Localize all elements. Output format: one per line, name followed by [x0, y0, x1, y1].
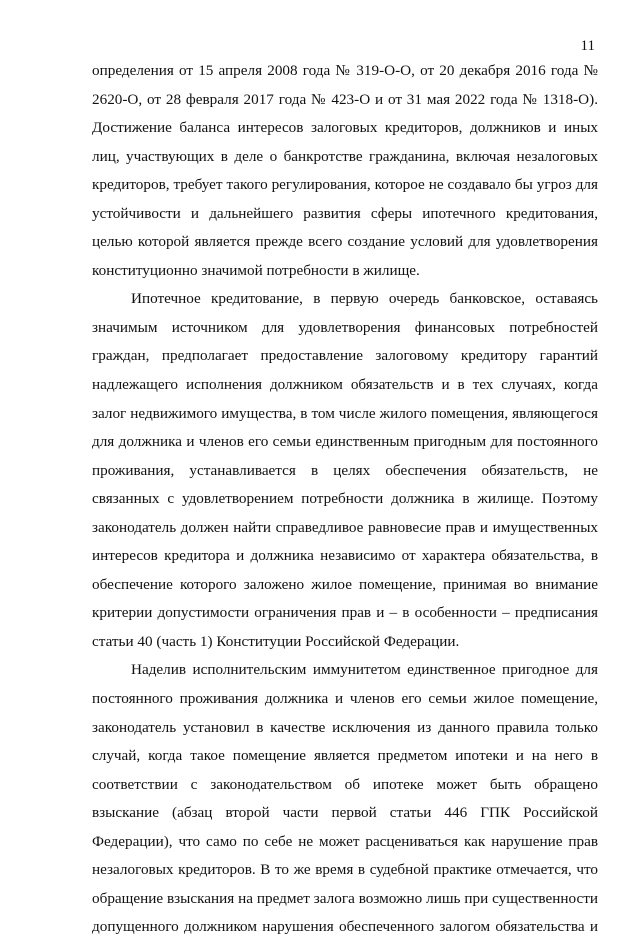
paragraph-continuation: определения от 15 апреля 2008 года № 319-О-О, от 20 декабря 2016 года № 2620-О, от 28 февраля 2017 года № 423-О и от 31 мая 2022 года № 1318-О). Достижение баланса интересов залоговых кредиторов, должников и иных лиц, участвующих в деле о банкротстве гражданина, включая незалоговых кредиторов, требует такого регулирования, которое не создавало бы угроз для устойчивости и дальнейшего развития сферы ипотечного кредитования, целью которой является прежде всего создание условий для удовлетворения конституционно значимой потребности в жилище.: [92, 62, 598, 279]
page-number: 11: [580, 38, 595, 54]
paragraph-mortgage-lending: Ипотечное кредитование, в первую очередь банковское, оставаясь значимым источником для удовлетворения финансовых потребностей граждан, предполагает предоставление залоговому кредитору гарантий надлежащего исполнения должником обязательств и в тех случаях, когда залог недвижимого имущества, в том числе жилого помещения, являющегося для должника и членов его семьи единственным пригодным для постоянного проживания, устанавливается в целях обеспечения обязательств, не связанных с удовлетворением потребности должника в жилище. Поэтому законодатель должен найти справедливое равновесие прав и имущественных интересов кредитора и должника независимо от характера обязательства, в обеспечение которого заложено жилое помещение, принимая во внимание критерии допустимости ограничения прав и – в особенности – предписания статьи 40 (часть 1) Конституции Российской Федерации.: [92, 290, 598, 650]
body-text: [92, 57, 598, 942]
paragraph-execution-immunity: Наделив исполнительским иммунитетом единственное пригодное для постоянного проживания должника и членов его семьи жилое помещение, законодатель установил в качестве исключения из данного правила только случай, когда такое помещение является предметом ипотеки и на него в соответствии с законодательством об ипотеке может быть обращено взыскание (абзац второй части первой статьи 446 ГПК Российской Федерации), что само по себе не может расцениваться как нарушение прав незалоговых кредиторов. В то же время в судебной практике отмечается, что обращение взыскания на предмет залога возможно лишь при существенности допущенного должником нарушения обеспеченного залогом обязательства и: [92, 661, 598, 936]
